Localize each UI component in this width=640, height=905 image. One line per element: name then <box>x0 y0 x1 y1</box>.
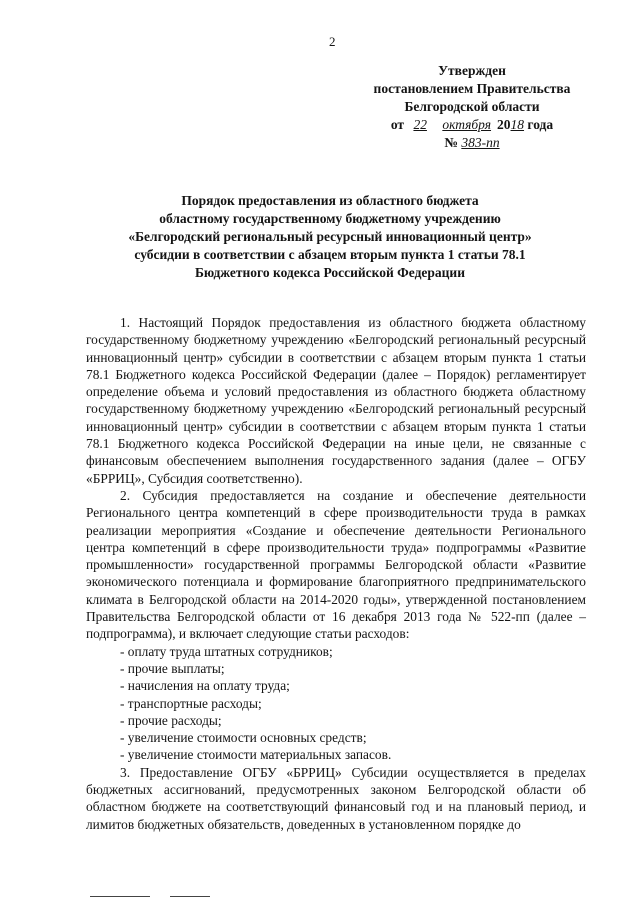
approval-date-year-prefix: 20 <box>497 117 511 132</box>
title-line-3: «Белгородский региональный ресурсный инновационный центр» <box>128 229 532 244</box>
paragraph-1: 1. Настоящий Порядок предоставления из областного бюджета областному государственному бюджетному учреждению «Белгородский региональный ресурсный инновационный центр» субсидии в соответствии с абзацем вторым пункта 1 статьи 78.1 Бюджетного кодекса Российской Федерации (далее – Порядок) регламентирует определение объема и условий предоставления из областного бюджета областному государственному бюджетному учреждению «Белгородский региональный ресурсный инновационный центр» субсидии в соответствии с абзацем вторым пункта 1 статьи 78.1 Бюджетного кодекса Российской Федерации на иные цели, не связанные с финансовым обеспечением выполнения государственного задания (далее – ОГБУ «БРРИЦ», Субсидия соответственно). <box>86 315 586 486</box>
approval-line-region: Белгородской области <box>404 99 540 114</box>
paragraph-2: 2. Субсидия предоставляется на создание и обеспечение деятельности Регионального центра компетенций в сфере производительности труда в рамках реализации мероприятия «Создание и обеспечение деятельности Регионального центра компетенций в сфере производительности труда» подпрограммы «Развитие промышленности» государственной программы Белгородской области «Развитие экономического потенциала и формирование благоприятного предпринимательского климата в Белгородской области на 2014-2020 годы», утвержденной постановлением Правительства Белгородской области от 16 декабря 2013 года № 522-пп (далее – подпрограмма), и включает следующие статьи расходов: <box>86 487 586 642</box>
list-item: - прочие расходы; <box>120 712 222 728</box>
list-item: - транспортные расходы; <box>120 695 262 711</box>
document-body <box>86 314 586 833</box>
list-item: - прочие выплаты; <box>120 660 225 676</box>
approval-date-prefix: от <box>390 117 405 132</box>
approval-line-approved: Утвержден <box>438 63 506 78</box>
approval-number <box>362 134 582 152</box>
expense-list <box>86 643 586 764</box>
page-number: 2 <box>329 34 336 49</box>
approval-number-sign: № <box>444 135 458 150</box>
approval-date-day: 22 <box>413 117 427 132</box>
scan-mark-right <box>170 896 210 897</box>
paragraph-3: 3. Предоставление ОГБУ «БРРИЦ» Субсидии осуществляется в пределах бюджетных ассигнований, предусмотренных законом Белгородской области об областном бюджете на соответствующий финансовый год и на плановый период, и лимитов бюджетных обязательств, доведенных в установленном порядке до <box>86 764 586 832</box>
approval-date-suffix: года <box>527 117 554 132</box>
title-line-1: Порядок предоставления из областного бюджета <box>181 193 479 208</box>
approval-date-month: октября <box>442 117 492 132</box>
approval-number-value: 383-пп <box>461 135 500 150</box>
approval-line-decree: постановлением Правительства <box>373 81 571 96</box>
document-title <box>70 192 590 282</box>
title-line-2: областному государственному бюджетному учреждению <box>159 211 501 226</box>
list-item: - увеличение стоимости материальных запасов. <box>120 747 392 763</box>
list-item: - увеличение стоимости основных средств; <box>120 730 367 746</box>
scan-mark-left <box>90 896 150 897</box>
approval-date <box>362 116 582 134</box>
title-line-4: субсидии в соответствии с абзацем вторым пункта 1 статьи 78.1 <box>134 247 526 262</box>
list-item: - оплату труда штатных сотрудников; <box>120 643 333 659</box>
approval-stamp <box>362 62 582 152</box>
approval-date-year-suffix: 18 <box>510 117 525 132</box>
title-line-5: Бюджетного кодекса Российской Федерации <box>194 265 465 280</box>
list-item: - начисления на оплату труда; <box>120 678 290 694</box>
